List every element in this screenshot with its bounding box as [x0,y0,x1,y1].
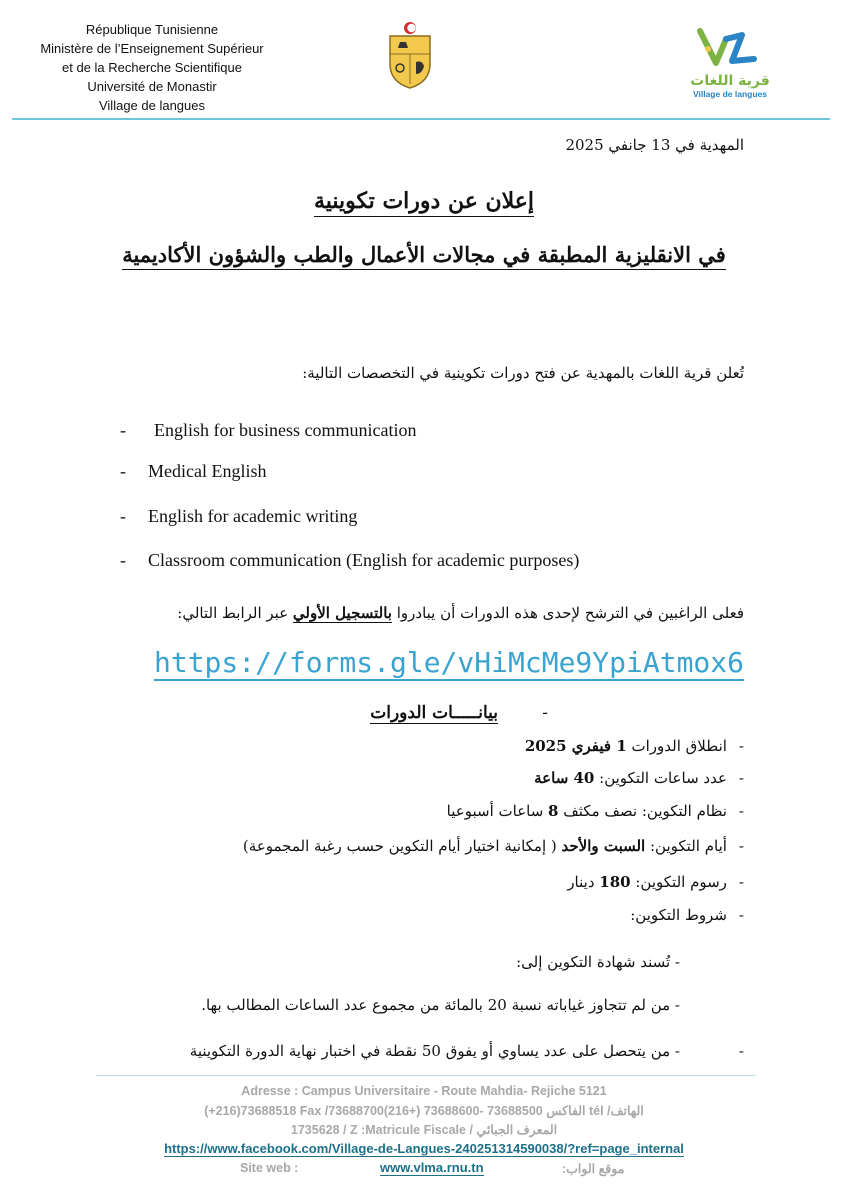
certificate-heading: - تُسند شهادة التكوين إلى: [516,953,680,971]
tunisia-coat-of-arms-icon [384,20,436,90]
detail-value: السبت والأحد [561,837,646,855]
detail-dash: - [738,737,744,755]
footer-facebook-text[interactable]: https://www.facebook.com/Village-de-Langues-240251314590038/?ref=page_internal [164,1141,684,1156]
footer-website-link[interactable] [380,1160,484,1175]
logo-french-text: Village de langues [692,89,767,99]
detail-value: 8 [548,802,559,820]
cta-text-after: عبر الرابط التالي: [177,604,293,622]
header-line-3: et de la Recherche Scientifique [62,60,242,75]
header-divider [12,118,830,120]
village-de-langues-logo [680,25,780,100]
cta-bold-text: بالتسجيل الأولي [292,604,392,622]
detail-label: شروط التكوين: [630,906,727,924]
detail-rest: دينار [567,873,600,891]
detail-dash: - [738,906,744,924]
detail-value: 180 [599,873,631,891]
detail-item [525,737,744,755]
detail-label: عدد ساعات التكوين: [594,769,727,787]
list-dash: - [120,420,126,440]
footer-phone: (+216)73688518 Fax /الفاكس 73688500 -73688600 (+216)73688700 tél /الهاتف [204,1104,644,1118]
footer-website-text[interactable]: www.vlma.rnu.tn [380,1160,484,1175]
footer-site-label: Site web : [240,1161,299,1175]
list-item [120,461,266,482]
section-title [370,703,498,723]
section-dash: - [542,703,548,723]
detail-rest: ( إمكانية اختيار أيام التكوين حسب رغبة المجموعة) [242,837,562,855]
footer-fiscal: 1735628 / Z :Matricule Fiscale / المعرف الجبائي [290,1123,558,1137]
detail-dash: - [738,873,744,891]
detail-label: أيام التكوين: [645,837,727,855]
footer-divider [96,1075,756,1076]
detail-label: نظام التكوين: نصف مكثف [558,802,727,820]
detail-dash: - [738,802,744,820]
header-line-2: Ministère de l’Enseignement Supérieur [40,41,264,56]
announcement-title-text: إعلان عن دورات تكوينية [314,188,534,217]
document-date: المهدية في 13 جانفي 2025 [565,136,744,154]
list-dash: - [120,506,126,526]
registration-paragraph [177,604,744,622]
announcement-title [0,188,848,214]
institution-header [22,20,282,115]
course-name: English for academic writing [148,506,358,526]
list-item [120,506,357,527]
announcement-subtitle [0,242,848,267]
list-dash: - [120,550,126,570]
footer-facebook-link[interactable] [0,1141,848,1156]
detail-item [567,873,744,891]
announcement-subtitle-text: في الانقليزية المطبقة في مجالات الأعمال والطب والشؤون الأكاديمية [122,242,726,270]
list-item [120,550,579,571]
logo-arabic-text: قرية اللغات [690,73,770,89]
list-item [120,420,416,441]
header-line-1: République Tunisienne [85,22,219,37]
registration-link[interactable] [0,646,848,679]
header-line-5: Village de langues [98,98,205,113]
detail-item [534,769,744,787]
intro-paragraph: تُعلن قرية اللغات بالمهدية عن فتح دورات تكوينية في التخصصات التالية: [302,364,744,382]
logo-vl-icon [680,25,780,69]
course-name: Medical English [148,461,267,481]
detail-value: 1 فيفري 2025 [524,737,627,755]
registration-link-text[interactable]: https://forms.gle/vHiMcMe9YpiAtmox6 [153,646,744,679]
detail-item [447,802,744,820]
course-name: Classroom communication (English for academic purposes) [148,550,580,570]
header-line-4: Université de Monastir [87,79,217,94]
detail-dash: - [738,769,744,787]
detail-value: 40 ساعة [534,769,595,787]
list-dash: - [120,461,126,481]
condition-item: - من لم تتجاوز غياباته نسبة 20 بالمائة من مجموع عدد الساعات المطالب بها. [201,996,680,1014]
detail-label: انطلاق الدورات [626,737,727,755]
detail-label: رسوم التكوين: [630,873,727,891]
detail-item [243,837,744,855]
footer-site-label-ar: موقع الواب: [562,1162,625,1176]
condition-item: - من يتحصل على عدد يساوي أو يفوق 50 نقطة في اختبار نهاية الدورة التكوينية [189,1042,680,1060]
condition-dash: - [738,1042,744,1060]
footer-address: Adresse : Campus Universitaire - Route Mahdia- Rejiche 5121 [241,1084,607,1098]
section-title-text: بيانـــــات الدورات [370,703,498,723]
cta-text-before: فعلى الراغبين في الترشح لإحدى هذه الدورات أن يبادروا [391,604,744,622]
detail-item [630,906,744,924]
detail-dash: - [738,837,744,855]
detail-rest: ساعات أسبوعيا [446,802,549,820]
course-name: English for business communication [154,420,417,440]
